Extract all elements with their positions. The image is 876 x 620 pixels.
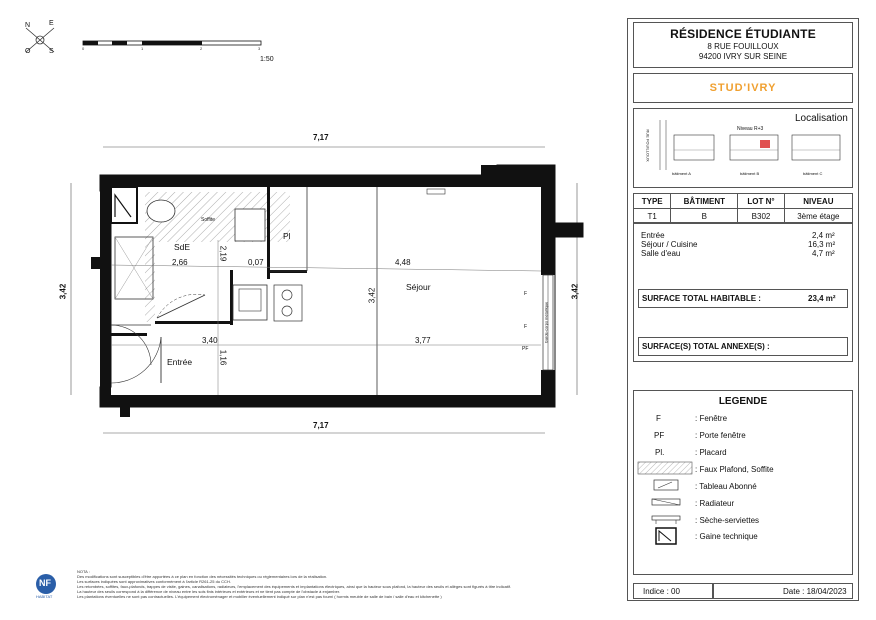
legend-key: PF — [654, 431, 665, 440]
compass-s: S — [49, 48, 54, 55]
header-address-1: 8 RUE FOUILLOUX — [707, 42, 779, 51]
legend-key: Pl. — [655, 448, 665, 457]
lot-header-lot: LOT N° — [738, 194, 784, 209]
legend-label: : Fenêtre — [695, 414, 728, 423]
floor-plan — [55, 125, 615, 455]
nf-logo-text: NF — [39, 578, 51, 588]
dim-left: 3,42 — [58, 283, 68, 300]
scale-tick-2: 2 — [200, 46, 203, 51]
brand-logo: STUD'IVRY — [709, 82, 777, 94]
dim-377: 3,77 — [415, 336, 431, 345]
lot-header-batiment: BÂTIMENT — [671, 194, 738, 209]
room-sde: SdE — [174, 242, 191, 252]
legend-gaine-icon — [636, 526, 696, 546]
mark-garde-corps: Garde-corps métallique — [543, 301, 549, 344]
notes-line: Les surfaces indiquées sont approximatives conformément à l'article R261-25 du CCH. — [77, 579, 231, 584]
dim-top: 7,17 — [313, 133, 329, 142]
area-value: 16,3 m² — [808, 240, 836, 249]
dim-bottom: 7,17 — [313, 421, 329, 430]
location-building-c: bâtiment C — [803, 171, 823, 176]
legend-seche-serviettes-icon — [636, 511, 696, 527]
scale-tick-3: 3 — [258, 46, 261, 51]
location-building-b: bâtiment B — [740, 171, 760, 176]
area-label: Salle d'eau — [641, 249, 681, 258]
nf-logo-sub: HABITAT — [36, 594, 53, 599]
dim-448: 4,48 — [395, 258, 411, 267]
area-value: 4,7 m² — [812, 249, 835, 258]
location-level: Niveau R+3 — [737, 126, 764, 132]
scale-tick-1: 1 — [141, 46, 144, 51]
mark-f1: F — [524, 291, 528, 297]
room-pl: Pl — [283, 231, 291, 241]
surface-total-value: 23,4 m² — [808, 294, 836, 303]
legend-soffite-icon — [636, 460, 696, 476]
notes-line: La hauteur des seuils correspond à la différence de niveau entre les sols finis intérieurs et extérieurs et ne tient pas compte de l'obstacle à enjamber. — [77, 589, 341, 594]
dim-116: 1,16 — [218, 349, 228, 366]
scale-tick-0: 0 — [82, 46, 85, 51]
legend-label: : Radiateur — [695, 499, 735, 508]
scale-bar — [82, 38, 274, 68]
room-soffite: Soffite — [201, 217, 216, 223]
room-entree: Entrée — [167, 357, 193, 367]
footer-index: Indice : 00 — [643, 587, 680, 596]
dim-266: 2,66 — [172, 258, 188, 267]
area-value: 2,4 m² — [812, 231, 835, 240]
legend-label: : Placard — [695, 448, 727, 457]
compass-o: O — [25, 48, 31, 55]
compass-e: E — [49, 20, 54, 27]
mark-pf: PF — [522, 346, 529, 352]
location-building-a: bâtiment A — [672, 171, 691, 176]
lot-batiment: B — [671, 209, 738, 224]
location-title: Localisation — [795, 113, 848, 124]
dim-340: 3,40 — [202, 336, 218, 345]
notes — [77, 569, 617, 599]
compass — [22, 22, 58, 58]
lot-table — [633, 193, 853, 224]
surface-annexe-label: SURFACE(S) TOTAL ANNEXE(S) : — [642, 342, 770, 351]
notes-line: Des modifications sont susceptibles d'être apportées à ce plan en fonction des nécessités techniques ou réglementaires lors de la réalisation. — [77, 574, 328, 579]
notes-line: Les retombées, soffites, faux-plafonds, trappes de visite, gaines, canalisations, radiateurs, l'emplacement des équipements et implantations électriques, ainsi que la hauteur sous plafond, la hauteur des seuils et allèges sont figurés à titre indicatif. — [77, 584, 512, 589]
lot-niveau: 3ème étage — [784, 209, 852, 224]
legend-tableau-icon — [636, 477, 696, 493]
legend-key: F — [656, 414, 661, 423]
dim-342-inner: 3,42 — [367, 287, 377, 304]
lot-header-type: TYPE — [634, 194, 671, 209]
header-address-2: 94200 IVRY SUR SEINE — [698, 52, 788, 61]
surface-total-label: SURFACE TOTAL HABITABLE : — [642, 294, 761, 303]
legend-radiateur-icon — [636, 494, 696, 510]
scale-label: 1:50 — [260, 56, 274, 63]
footer-date: Date : 18/04/2023 — [783, 587, 847, 596]
mark-f2: F — [524, 324, 528, 330]
legend-label: : Sèche-serviettes — [695, 516, 760, 525]
header-title: RÉSIDENCE ÉTUDIANTE — [670, 27, 816, 41]
compass-n: N — [25, 22, 31, 29]
dim-right: 3,42 — [570, 283, 580, 300]
lot-header-niveau: NIVEAU — [784, 194, 852, 209]
area-label: Séjour / Cuisine — [641, 240, 698, 249]
legend-label: : Gaine technique — [695, 532, 758, 541]
area-label: Entrée — [641, 231, 665, 240]
notes-line: Les plantations éventuelles ne sont pas contractuelles. L'équipement électroménager et mobilier éventuellement indiqué sur plan n'est pas fourni ( hormis meuble de salle de bain / salle d'eau et kitchenette ) — [77, 594, 442, 599]
legend-label: : Porte fenêtre — [695, 431, 746, 440]
room-sejour: Séjour — [406, 282, 431, 292]
notes-title: NOTA : — [77, 569, 90, 574]
lot-number: B302 — [738, 209, 784, 224]
location-street: RUE FOUILLOUX — [645, 129, 651, 162]
lot-type: T1 — [634, 209, 671, 224]
nf-logo — [32, 572, 60, 600]
dim-219: 2,19 — [218, 245, 228, 262]
dim-007: 0,07 — [248, 258, 264, 267]
lot-table-header — [634, 194, 853, 209]
legend-title: LEGENDE — [718, 396, 768, 407]
legend-label: : Tableau Abonné — [695, 482, 757, 491]
legend-label: : Faux Plafond, Soffite — [695, 465, 774, 474]
